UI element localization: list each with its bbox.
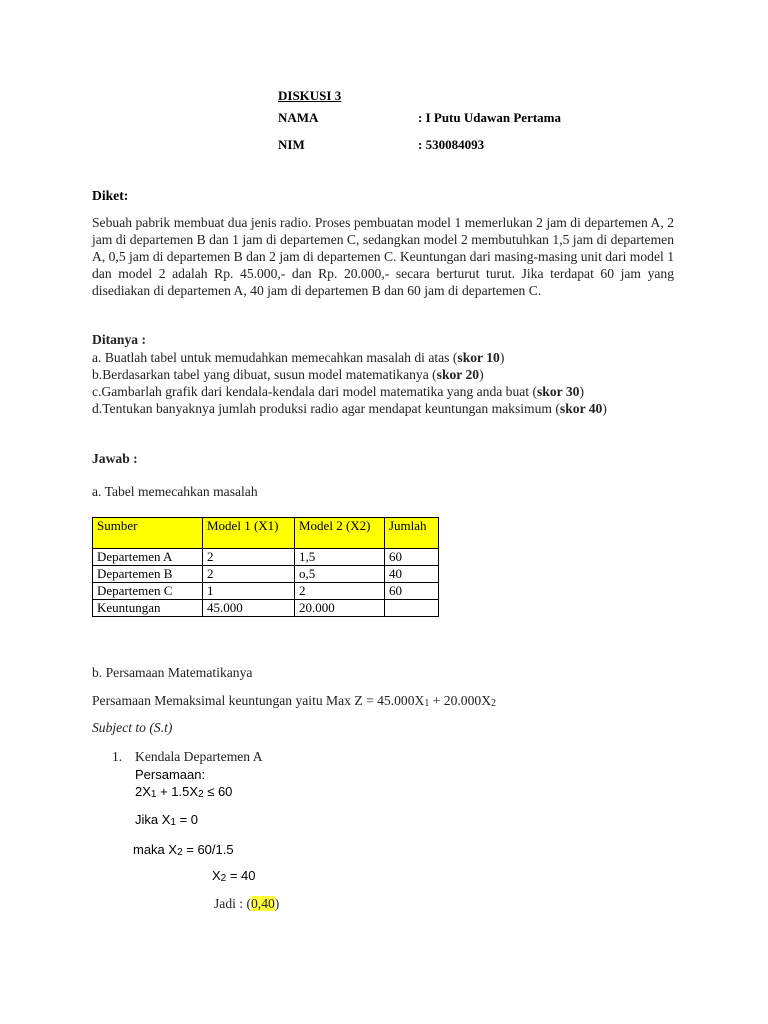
table-row <box>93 583 439 600</box>
persamaan-label: Persamaan: <box>135 767 206 782</box>
subscript-two: 2 <box>177 847 183 858</box>
table-header-cell: Jumlah <box>385 518 439 549</box>
document-title: DISKUSI 3 <box>278 88 342 103</box>
maka-line <box>133 842 234 858</box>
table-header-cell: Model 1 (X1) <box>203 518 295 549</box>
table-cell: o,5 <box>295 566 385 583</box>
subscript-two: 2 <box>198 789 204 800</box>
subscript-one: 1 <box>150 789 157 800</box>
table-cell: 45.000 <box>203 600 295 617</box>
x2-result-line <box>212 868 256 884</box>
table-row <box>93 566 439 583</box>
ditanya-c-text: c.Gambarlah grafik dari kendala-kendala dari model matematika yang anda buat ( <box>92 384 537 399</box>
table-cell: Departemen B <box>93 566 203 583</box>
ditanya-item-d <box>92 400 674 417</box>
ditanya-d-text: d.Tentukan banyaknya jumlah produksi radio agar mendapat keuntungan maksimum ( <box>92 401 560 416</box>
nim-label: NIM <box>278 137 305 152</box>
subject-to: Subject to (S.t) <box>92 720 173 735</box>
table-cell: Keuntungan <box>93 600 203 617</box>
ditanya-c-end: ) <box>579 384 584 399</box>
ditanya-b-text: b.Berdasarkan tabel yang dibuat, susun model matematikanya ( <box>92 367 437 382</box>
table-header-cell: Model 2 (X2) <box>295 518 385 549</box>
x2-part-a: X <box>212 868 221 883</box>
jadi-prefix: Jadi : ( <box>214 896 251 911</box>
diket-paragraph: Sebuah pabrik membuat dua jenis radio. Proses pembuatan model 1 memerlukan 2 jam di departemen A, 2 jam di departemen B dan 1 jam di departemen C, sedangkan model 2 membutuhkan 1,5 jam di departemen A, 0,5 jam di departemen B dan 2 jam di departemen C. Keuntungan dari masing-masing unit dari model 1 dan model 2 adalah Rp. 45.000,- dan Rp. 20.000,- secara berturut turut. Jika terdapat 60 jam yang disediakan di departemen A, 40 jam di departemen B dan 60 jam di departemen C. <box>92 215 674 298</box>
table-cell: 20.000 <box>295 600 385 617</box>
ditanya-item-c <box>92 383 674 400</box>
ditanya-a-end: ) <box>499 350 505 365</box>
objective-function <box>92 693 496 709</box>
table-cell: 1,5 <box>295 549 385 566</box>
table-cell: 2 <box>203 549 295 566</box>
nama-label: NAMA <box>278 110 319 125</box>
jadi-line <box>214 896 279 912</box>
jadi-highlight-value: 0,40 <box>251 896 275 911</box>
ditanya-item-a <box>92 349 674 366</box>
table-row <box>93 600 439 617</box>
jawab-heading: Jawab : <box>92 451 138 466</box>
ditanya-a-skor: skor 10 <box>457 350 500 365</box>
ditanya-b-end: ) <box>479 367 484 382</box>
table-row <box>93 549 439 566</box>
constraint-number: 1. <box>112 749 123 764</box>
table-cell: Departemen C <box>93 583 203 600</box>
table-cell: 40 <box>385 566 439 583</box>
ditanya-item-b <box>92 366 674 383</box>
ineq-part-a: 2X <box>135 784 151 799</box>
table-header-cell: Sumber <box>93 518 203 549</box>
maka-part-a: maka X <box>133 842 178 857</box>
diket-heading: Diket: <box>92 188 129 203</box>
ditanya-b-skor: skor 20 <box>436 367 480 382</box>
constraint-inequality <box>135 784 232 800</box>
objective-prefix: Persamaan Memaksimal keuntungan yaitu Max Z = 45.000X <box>92 693 425 708</box>
table-cell: 60 <box>385 549 439 566</box>
answer-table <box>92 517 439 617</box>
subscript-two: 2 <box>220 873 227 884</box>
ineq-part-c: ≤ 60 <box>203 784 233 799</box>
nim-value: : 530084093 <box>418 137 485 152</box>
subscript-one: 1 <box>170 817 176 828</box>
nama-value: : I Putu Udawan Pertama <box>418 110 561 125</box>
table-header-row <box>93 518 439 549</box>
table-cell: Departemen A <box>93 549 203 566</box>
jawab-a-label: a. Tabel memecahkan masalah <box>92 484 258 499</box>
table-cell: 60 <box>385 583 439 600</box>
ditanya-c-skor: skor 30 <box>537 384 580 399</box>
ineq-part-b: + 1.5X <box>156 784 199 799</box>
jika-line <box>135 812 198 828</box>
jika-part-b: = 0 <box>175 812 199 827</box>
table-cell: 1 <box>203 583 295 600</box>
ditanya-a-text: a. Buatlah tabel untuk memudahkan memecahkan masalah di atas ( <box>92 350 458 365</box>
ditanya-d-skor: skor 40 <box>559 401 603 416</box>
objective-mid: + 20.000X <box>429 693 492 708</box>
ditanya-heading: Ditanya : <box>92 332 146 347</box>
jadi-suffix: ) <box>274 896 280 911</box>
x2-part-b: = 40 <box>226 868 256 883</box>
table-cell: 2 <box>295 583 385 600</box>
jika-part-a: Jika X <box>135 812 171 827</box>
constraint-title: Kendala Departemen A <box>135 749 263 764</box>
subscript-one: 1 <box>424 698 430 709</box>
ditanya-d-end: ) <box>602 401 607 416</box>
maka-part-b: = 60/1.5 <box>182 842 234 857</box>
table-cell <box>385 600 439 617</box>
table-cell: 2 <box>203 566 295 583</box>
jawab-b-label: b. Persamaan Matematikanya <box>92 665 253 680</box>
subscript-two: 2 <box>491 698 497 709</box>
